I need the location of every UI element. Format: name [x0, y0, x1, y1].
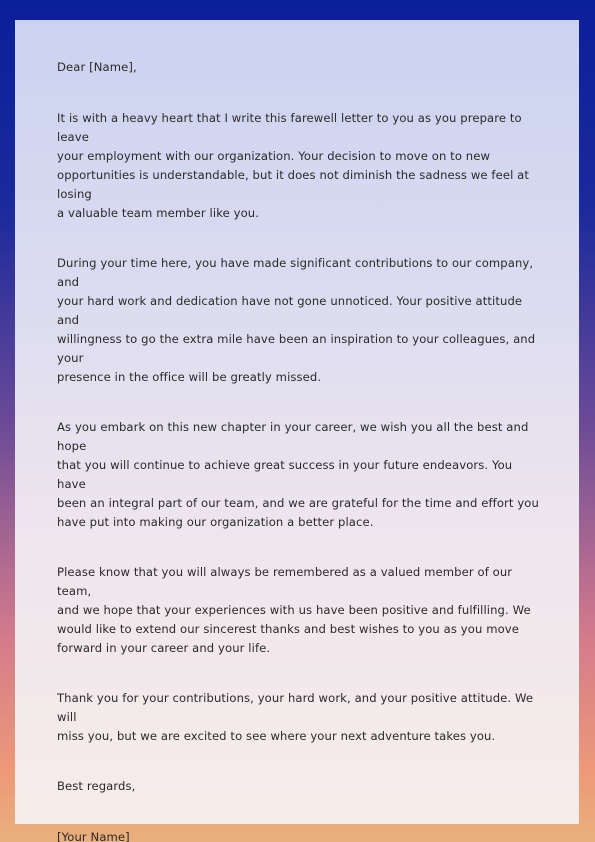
- salutation: Dear [Name],: [57, 60, 137, 74]
- paragraph-4: Please know that you will always be remembered as a valued member of our team, and we hope that your experiences with us have been positive and fulfilling. We would like to extend our sincerest thanks and best wishes to you as you move forward in your career and your life.: [57, 565, 531, 655]
- paragraph-3: As you embark on this new chapter in your career, we wish you all the best and hope that you will continue to achieve great success in your future endeavors. You have been an integral part of our team, and we are grateful for the time and effort you have put into making our organization a better place.: [57, 420, 539, 529]
- letter-sheet: [15, 20, 579, 842]
- signature: [Your Name]: [57, 830, 130, 842]
- paragraph-1: It is with a heavy heart that I write this farewell letter to you as you prepare to leave your employment with our organization. Your decision to move on to new opportunities is understandable, but it does not diminish the sadness we feel at losing a valuable team member like you.: [57, 111, 530, 220]
- paragraph-2: During your time here, you have made significant contributions to our company, and your hard work and dedication have not gone unnoticed. Your positive attitude and willingness to go the extra mile have been an inspiration to your colleagues, and your presence in the office will be greatly missed.: [57, 256, 536, 384]
- paragraph-5: Thank you for your contributions, your hard work, and your positive attitude. We will miss you, but we are excited to see where your next adventure takes you.: [57, 691, 534, 743]
- closing: Best regards,: [57, 779, 136, 793]
